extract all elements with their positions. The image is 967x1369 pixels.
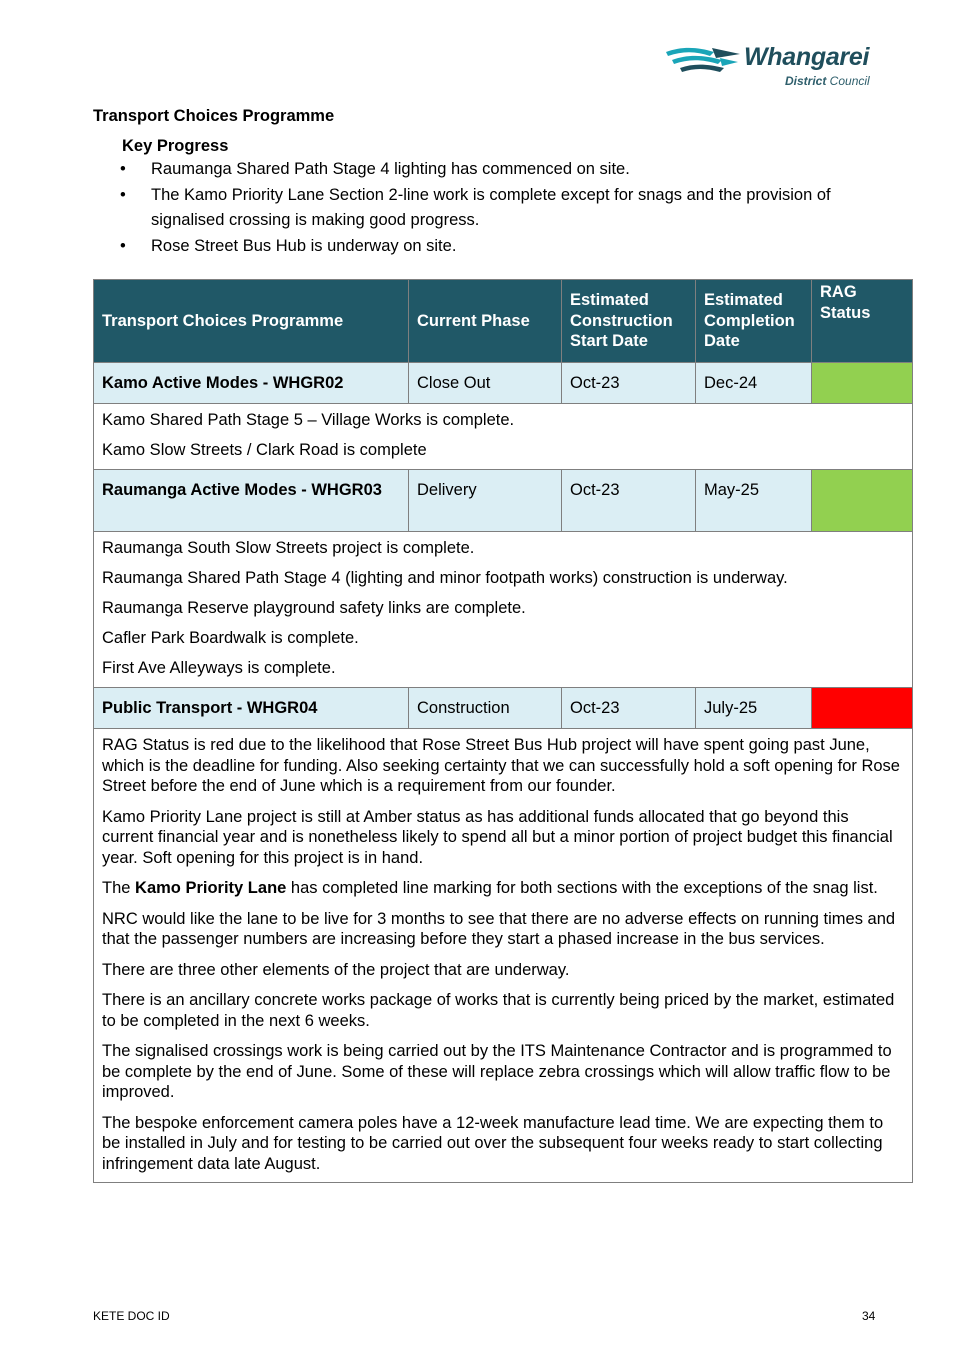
current-phase: Construction: [409, 688, 562, 729]
current-phase: Close Out: [409, 363, 562, 404]
section-title: Transport Choices Programme: [93, 107, 335, 125]
programme-name: Raumanga Active Modes - WHGR03: [94, 470, 409, 532]
table-row: [94, 363, 913, 404]
programme-name: Kamo Active Modes - WHGR02: [94, 363, 409, 404]
logo-subtitle: District Council: [785, 74, 870, 88]
programme-name: Public Transport - WHGR04: [94, 688, 409, 729]
table-row: [94, 470, 913, 532]
detail-paragraph: RAG Status is red due to the likelihood that Rose Street Bus Hub project will have spent going past June, which is the deadline for funding. Also seeking certainty that we can successfully hold a soft opening for Rose Street before the end of June which is a requirement from our founder.: [102, 736, 900, 795]
details-row: [94, 532, 913, 688]
detail-paragraph: Kamo Slow Streets / Clark Road is complete: [102, 441, 427, 459]
details-cell: [94, 404, 913, 470]
detail-paragraph: Raumanga Shared Path Stage 4 (lighting and minor footpath works) construction is underway.: [102, 569, 788, 587]
table-header-row: [94, 280, 913, 363]
details-row: [94, 404, 913, 470]
completion-date: July-25: [696, 688, 812, 729]
footer-doc-id: KETE DOC ID: [93, 1309, 170, 1323]
key-progress-item: • Rose Street Bus Hub is underway on site.: [116, 234, 896, 260]
detail-paragraph: Raumanga South Slow Streets project is complete.: [102, 539, 475, 557]
detail-paragraph: The signalised crossings work is being carried out by the ITS Maintenance Contractor and is programmed to be complete by the end of June. Some of these will replace zebra crossings which will allow traffic flow to be improved.: [102, 1042, 892, 1101]
detail-paragraph: Cafler Park Boardwalk is complete.: [102, 629, 359, 647]
header-rag-status: RAG Status: [812, 280, 913, 363]
detail-paragraph: First Ave Alleyways is complete.: [102, 659, 336, 677]
footer-page-number: 34: [862, 1309, 876, 1323]
logo-name: Whangarei: [744, 43, 870, 71]
start-date: Oct-23: [562, 363, 696, 404]
key-progress-title: Key Progress: [122, 137, 229, 155]
detail-paragraph: There are three other elements of the project that are underway.: [102, 960, 570, 979]
completion-date: Dec-24: [696, 363, 812, 404]
header-programme: Transport Choices Programme: [94, 280, 409, 363]
detail-paragraph: The Kamo Priority Lane has completed line marking for both sections with the exceptions of the snag list.: [102, 879, 878, 897]
key-progress-list: [116, 157, 896, 259]
details-cell: [94, 532, 913, 688]
start-date: Oct-23: [562, 470, 696, 532]
wave-logo-icon: [664, 44, 742, 76]
detail-paragraph: NRC would like the lane to be live for 3 months to see that there are no adverse effects on running times and that the passenger numbers are increasing before they start a phased increase in the bus services.: [102, 909, 896, 948]
detail-paragraph: Raumanga Reserve playground safety links are complete.: [102, 599, 526, 617]
completion-date: May-25: [696, 470, 812, 532]
rag-status-cell: [812, 363, 913, 404]
detail-paragraph: The bespoke enforcement camera poles have a 12-week manufacture lead time. We are expecting them to be installed in July and for testing to be carried out over the subsequent four weeks ready to start collecting infringement data late August.: [102, 1113, 884, 1173]
key-progress-item: • The Kamo Priority Lane Section 2-line work is complete except for snags and the provision of signalised crossing is making good progress.: [116, 183, 896, 234]
rag-status-cell: [812, 470, 913, 532]
table-row: [94, 688, 913, 729]
current-phase: Delivery: [409, 470, 562, 532]
detail-paragraph: Kamo Shared Path Stage 5 – Village Works is complete.: [102, 411, 515, 429]
key-progress-item: • Raumanga Shared Path Stage 4 lighting has commenced on site.: [116, 157, 896, 183]
detail-paragraph: Kamo Priority Lane project is still at Amber status as has additional funds allocated that go beyond this current financial year and is nonetheless likely to spend all but a minor portion of project budget this financial year. Soft opening for this project is in hand.: [102, 807, 893, 867]
detail-paragraph: There is an ancillary concrete works package of works that is currently being priced by the market, estimated to be completed in the next 6 weeks.: [102, 991, 895, 1030]
programme-table: [93, 279, 913, 1183]
start-date: Oct-23: [562, 688, 696, 729]
council-logo: [664, 40, 894, 92]
header-start-date: Estimated Construction Start Date: [562, 280, 696, 363]
header-phase: Current Phase: [409, 280, 562, 363]
details-row: [94, 729, 913, 1183]
header-completion-date: Estimated Completion Date: [696, 280, 812, 363]
details-cell: [94, 729, 913, 1183]
rag-status-cell: [812, 688, 913, 729]
